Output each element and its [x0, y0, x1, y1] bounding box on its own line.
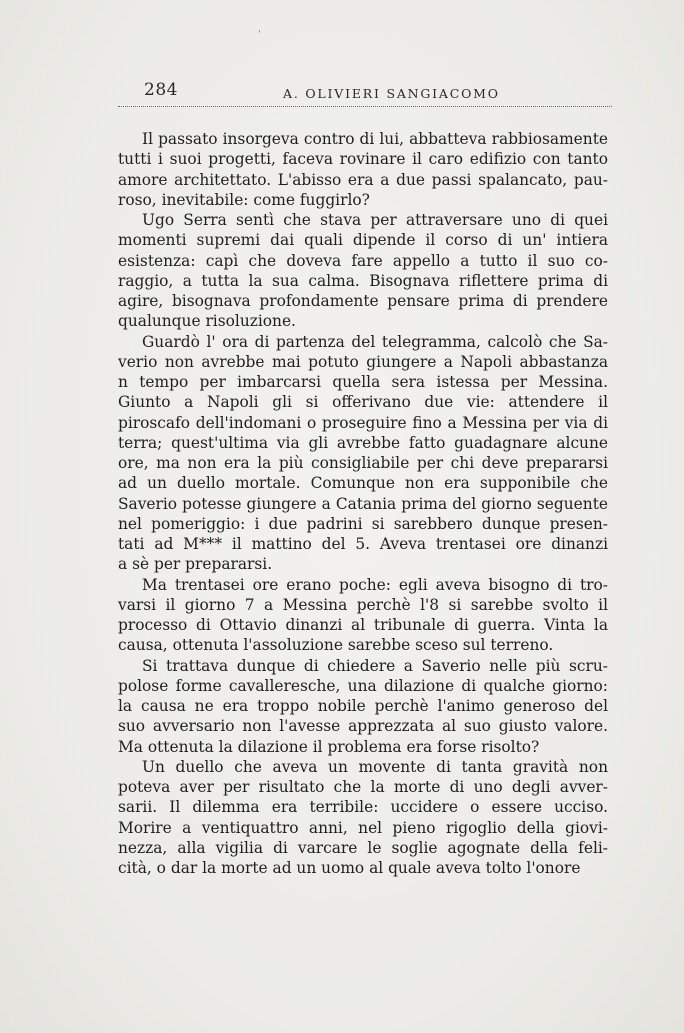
stray-mark: ˈ	[258, 30, 261, 41]
text-line: Un duello che aveva un movente di tanta gravità non	[142, 757, 608, 776]
text-line: amore architettato. L'abisso era a due passi spalancato, pau-	[118, 170, 608, 189]
text-line: raggio, a tutta la sua calma. Bisognava riflettere prima di	[118, 271, 608, 290]
text-line: nel pomeriggio: i due padrini si sarebbero dunque presen-	[118, 514, 608, 533]
text-line: causa, ottenuta l'assoluzione sarebbe sceso sul terreno.	[118, 636, 554, 655]
text-line: nezza, alla vigilia di varcare le soglie agognate della feli-	[118, 838, 608, 857]
text-line: polose forme cavalleresche, una dilazione di qualche giorno:	[118, 676, 608, 695]
text-line: tutti i suoi progetti, faceva rovinare il caro edifizio con tanto	[118, 150, 608, 169]
text-line: Il passato insorgeva contro di lui, abbatteva rabbiosamente	[142, 130, 608, 148]
paragraph	[118, 575, 608, 656]
text-line: ad un duello mortale. Comunque non era supponibile che	[118, 474, 608, 493]
text-line: Giunto a Napoli gli si offerivano due vie: attendere il	[118, 393, 608, 412]
text-line: Si trattava dunque di chiedere a Saverio nelle più scru-	[142, 656, 608, 675]
text-line: cità, o dar la morte ad un uomo al quale aveva tolto l'onore	[118, 859, 581, 877]
text-line: terra; quest'ultima via gli avrebbe fatto guadagnare alcune	[118, 433, 608, 452]
text-line: sarii. Il dilemma era terribile: uccidere o essere ucciso.	[118, 798, 608, 817]
text-line: varsi il giorno 7 a Messina perchè l'8 si sarebbe svolto il	[118, 595, 608, 614]
header-rule	[118, 106, 612, 107]
text-line: momenti supremi dai quali dipende il corso di un' intiera	[118, 231, 608, 250]
text-line: Ma trentasei ore erano poche: egli aveva bisogno di tro-	[142, 575, 608, 594]
text-line: Ugo Serra sentì che stava per attraversare uno di quei	[142, 211, 608, 229]
paragraph	[118, 129, 608, 210]
text-line: Saverio potesse giungere a Catania prima del giorno seguente	[118, 494, 608, 513]
text-line: verio non avrebbe mai potuto giungere a Napoli abbastanza	[118, 352, 608, 371]
text-line: processo di Ottavio dinanzi al tribunale di guerra. Vinta la	[118, 616, 608, 634]
text-line: a sè per prepararsi.	[118, 555, 273, 574]
text-line: piroscafo dell'indomani o proseguire fino a Messina per via di	[118, 413, 608, 432]
text-line: la causa ne era troppo nobile perchè l'animo generoso del	[118, 697, 608, 715]
paragraph	[118, 210, 608, 332]
running-head: A. OLIVIERI SANGIACOMO	[283, 86, 500, 101]
text-line: poteva aver per risultato che la morte di uno degli avver-	[118, 778, 608, 796]
text-line: qualunque risoluzione.	[118, 312, 296, 331]
text-line: tati ad M*** il mattino del 5. Aveva trentasei ore dinanzi	[118, 535, 608, 553]
text-line: esistenza: capì che doveva fare appello a tutto il suo co-	[118, 251, 608, 270]
text-line: suo avversario non l'avesse apprezzata al suo giusto valore.	[118, 717, 608, 736]
text-line: Guardò l' ora di partenza del telegramma, calcolò che Sa-	[142, 332, 608, 351]
paragraph	[118, 757, 608, 879]
body-text	[118, 129, 608, 878]
text-line: ore, ma non era la più consigliabile per chi deve prepararsi	[118, 454, 608, 472]
paragraph	[118, 332, 608, 575]
page-header	[118, 78, 612, 108]
text-line: Morire a ventiquattro anni, nel pieno rigoglio della giovi-	[118, 818, 608, 837]
text-line: roso, inevitabile: come fuggirlo?	[118, 190, 370, 209]
text-line: Ma ottenuta la dilazione il problema era forse risolto?	[118, 737, 540, 756]
paragraph	[118, 656, 608, 757]
page-number: 284	[144, 80, 178, 100]
text-line: agire, bisognava profondamente pensare prima di prendere	[118, 292, 608, 310]
text-line: n tempo per imbarcarsi quella sera istessa per Messina.	[118, 373, 608, 391]
